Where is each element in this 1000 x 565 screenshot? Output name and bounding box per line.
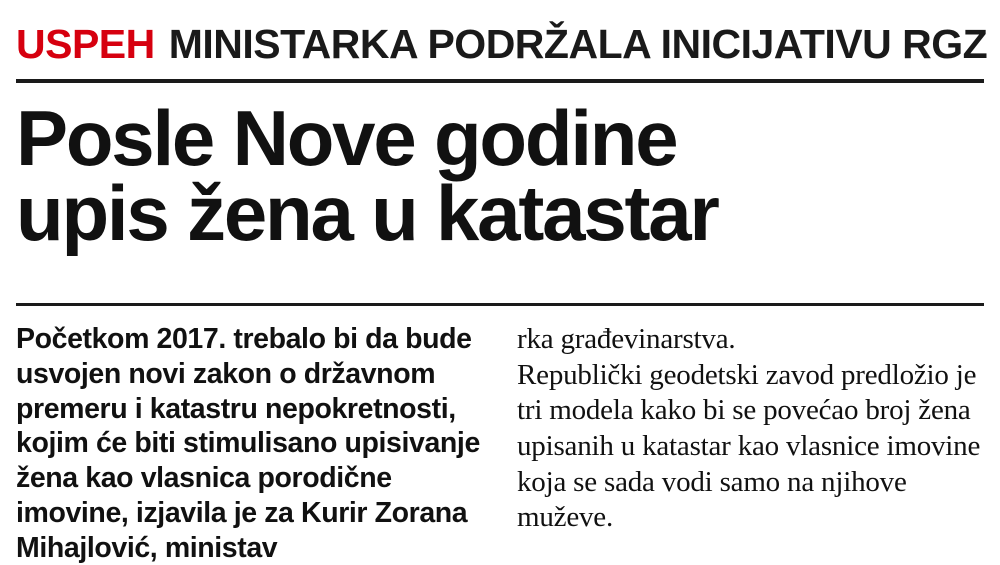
body-column-left [16,322,483,565]
kicker-row [16,0,988,67]
kicker-label: USPEH [16,21,155,67]
body-columns [16,322,984,565]
divider-top [16,79,984,83]
body-paragraph-continuation: rka građevinarstva. [517,323,736,355]
headline-line-2: upis žena u katastar [16,168,718,257]
headline [16,94,984,257]
body-column-right [517,322,984,565]
body-paragraph-lead: Početkom 2017. trebalo bi da bude usvojen novi zakon o državnom premeru i katastru nepokretnosti, kojim će biti stimulisano upisivanje žena kao vlasnica porodične imovine, izjavila je za Kurir Zorana Mihajlović, ministav [16,323,480,564]
kicker-text: MINISTARKA PODRŽALA INICIJATIVU RGZ [168,21,988,67]
headline-line-1: Posle Nove godine [16,94,677,182]
body-paragraph-second: Republički geodetski zavod predložio je tri modela kako bi se povećao broj žena upisanih u katastar kao vlasnice imovine koja se sada vodi samo na njihove muževe. [517,358,981,534]
divider-headline [16,303,984,306]
